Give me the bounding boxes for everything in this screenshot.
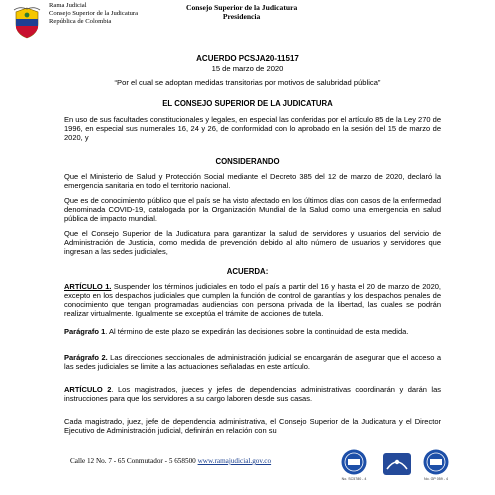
cert-3-label: No. GP 059 - 4: [424, 477, 448, 481]
acuerda-heading: ACUERDA:: [226, 267, 269, 276]
cert-1-label: No. SC5780 - 4: [341, 477, 367, 481]
intro-paragraph: En uso de sus facultades constitucionales y legales, en especial las conferidas por el artículo 85 de la Ley 270 de 1996, en especial sus numerales 16, 24 y 26, de conformidad con lo aprobado en la sesión del 15 de marzo de 2020, y: [64, 115, 441, 142]
ntcgp-certification-seal: [423, 449, 449, 475]
paragraph-2-label: Parágrafo 2.: [64, 353, 108, 362]
council-heading: EL CONSEJO SUPERIOR DE LA JUDICATURA: [162, 99, 333, 108]
article-2-paragraph: [64, 386, 441, 404]
iqnet-certification-seal: [383, 453, 411, 475]
paragraph-1: [64, 328, 441, 337]
closing-paragraph: Cada magistrado, juez, jefe de dependencia administrativa, el Consejo Superior de la Judicatura y el Director Ejecutivo de Administración judicial, definirán en relación con su: [64, 417, 441, 435]
council-header: [186, 3, 297, 22]
paragraph-1-text: . Al término de este plazo se expedirán las decisiones sobre la continuidad de esta medida.: [105, 327, 409, 336]
article-1-text: Suspender los términos judiciales en todo el país a partir del 16 y hasta el 20 de marzo de 2020, excepto en los despachos judiciales que cumplen la función de control de garantías y los despachos penales de conocimiento que tengan programadas audiencias con persona privada de la libertad, las cuales se podrán realizar virtualmente. Igualmente se exceptúa el trámite de acciones de tutela.: [64, 282, 441, 318]
considerando-paragraph-3: Que el Consejo Superior de la Judicatura para garantizar la salud de servidores y usuarios del servicio de Administración de Justicia, como medida de prevención debido al alto número de usuarios y servidores que ingresan a las sedes judiciales,: [64, 229, 441, 256]
considerando-heading: CONSIDERANDO: [215, 157, 280, 166]
paragraph-1-label: Parágrafo 1: [64, 327, 106, 336]
article-2-label: ARTÍCULO 2: [64, 385, 112, 394]
acuerdo-number: ACUERDO PCSJA20-11517: [196, 54, 299, 63]
org-line-2: Consejo Superior de la Judicatura: [49, 10, 138, 18]
acuerdo-date: 15 de marzo de 2020: [211, 64, 284, 73]
website-link[interactable]: www.ramajudicial.gov.co: [197, 457, 272, 465]
iso-certification-seal: [341, 449, 367, 475]
article-1-label: ARTÍCULO 1.: [64, 282, 112, 291]
org-line-3: República de Colombia: [49, 18, 112, 26]
considerando-paragraph-2: Que es de conocimiento público que el país se ha visto afectado en los últimos días con casos de la enfermedad denominada COVID-19, catalogada por la Organización Mundial de la Salud como una emergencia en salud pública de impacto mundial.: [64, 196, 441, 223]
footer-address-text: Calle 12 No. 7 - 65 Conmutador - 5 658500: [70, 457, 198, 465]
article-2-text: . Los magistrados, jueces y jefes de dependencias administrativas coordinarán y darán las instrucciones para que los servidores a su cargo laboren desde sus casas.: [64, 385, 441, 403]
council-title: Consejo Superior de la Judicatura: [186, 3, 298, 12]
acuerdo-motive: “Por el cual se adoptan medidas transitorias por motivos de salubridad pública”: [114, 78, 381, 87]
article-1-paragraph: [64, 283, 441, 318]
considerando-paragraph-1: Que el Ministerio de Salud y Protección Social mediante el Decreto 385 del 12 de marzo de 2020, declaró la emergencia sanitaria en todo el territorio nacional.: [64, 172, 441, 190]
coat-of-arms-logo: [12, 6, 42, 40]
organization-block: [49, 2, 138, 27]
footer-address: [70, 457, 271, 465]
paragraph-2: [64, 354, 441, 372]
paragraph-2-text: Las direcciones seccionales de administración judicial se encargarán de asegurar que el acceso a las sedes judiciales se limite a las actuaciones señaladas en este artículo.: [64, 353, 442, 371]
council-subtitle: Presidencia: [222, 12, 261, 22]
org-line-1: Rama Judicial: [49, 2, 87, 9]
